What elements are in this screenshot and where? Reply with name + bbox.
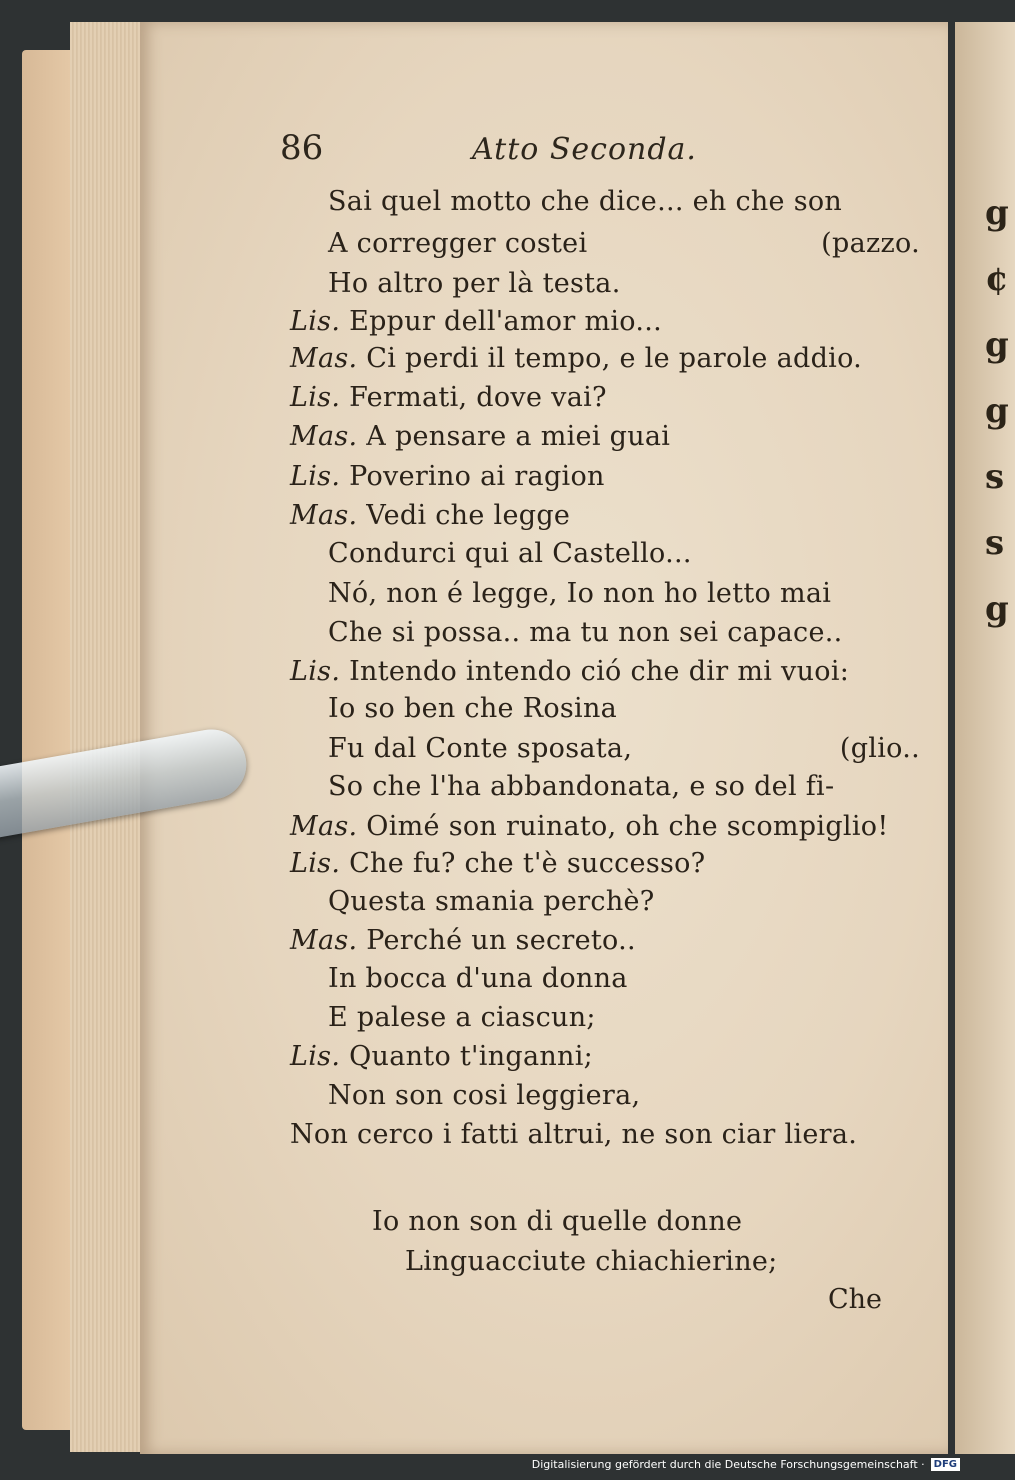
facing-glyph: ¢ — [985, 259, 1009, 299]
facing-glyph: g — [985, 193, 1009, 233]
verse-text: Oimé son ruinato, oh che scompiglio! — [366, 811, 889, 842]
speaker-label: Mas. — [290, 343, 367, 374]
verse-text: So che l'ha abbandonata, e so del fi- — [328, 771, 835, 802]
verse-text: Non cerco i fatti altrui, ne son ciar liera. — [290, 1119, 858, 1150]
turnover-text: (glio.. — [839, 733, 920, 764]
text-line — [328, 617, 843, 648]
verse-text: Non son cosi leggiera, — [328, 1080, 641, 1111]
verse-text: Perché un secreto.. — [366, 925, 636, 956]
footer — [532, 1454, 960, 1474]
turnover-text: (pazzo. — [821, 228, 920, 259]
facing-glyph: g — [985, 589, 1009, 629]
text-line — [328, 963, 628, 994]
verse-text: E palese a ciascun; — [328, 1002, 596, 1033]
text-line — [372, 1206, 742, 1237]
speaker-label: Mas. — [290, 925, 367, 956]
speaker-label: Mas. — [290, 421, 367, 452]
page-number: 86 — [280, 128, 324, 168]
page-header — [280, 128, 920, 172]
verse-text: Eppur dell'amor mio... — [349, 306, 663, 337]
dfg-logo: DFG — [931, 1458, 960, 1471]
verse-text: Fermati, dove vai? — [349, 382, 607, 413]
text-line — [328, 186, 842, 217]
text-line — [290, 382, 607, 413]
verse-text: Quanto t'inganni; — [349, 1041, 594, 1072]
verse-text: Intendo intendo ció che dir mi vuoi: — [349, 656, 850, 687]
speaker-label: Lis. — [290, 1041, 350, 1072]
text-line — [290, 461, 605, 492]
verse-text: Ho altro per là testa. — [328, 268, 621, 299]
verse-text: Che si possa.. ma tu non sei capace.. — [328, 617, 843, 648]
text-line — [290, 656, 849, 687]
facing-glyph: g — [985, 325, 1009, 365]
verse-text: Poverino ai ragion — [349, 461, 605, 492]
speaker-label: Mas. — [290, 811, 367, 842]
facing-page-text — [985, 180, 1009, 642]
text-line — [328, 578, 831, 609]
text-line — [290, 1041, 593, 1072]
running-title: Atto Seconda. — [472, 132, 697, 167]
text-line — [328, 886, 655, 917]
speaker-label: Lis. — [290, 848, 350, 879]
speaker-label: Lis. — [290, 382, 350, 413]
text-line — [290, 421, 670, 452]
text-line — [328, 228, 920, 259]
verse-text: A corregger costei — [328, 228, 588, 259]
verse-text: In bocca d'una donna — [328, 963, 628, 994]
text-line — [290, 848, 705, 879]
verse-text: Ci perdi il tempo, e le parole addio. — [366, 343, 863, 374]
text-line — [328, 771, 834, 802]
text-line — [290, 811, 888, 842]
text-line — [328, 1002, 596, 1033]
facing-glyph: s — [985, 523, 1005, 563]
text-line — [328, 733, 920, 764]
speaker-label: Lis. — [290, 656, 350, 687]
text-line — [328, 693, 617, 724]
speaker-label: Mas. — [290, 500, 367, 531]
text-line — [290, 500, 570, 531]
facing-glyph: s — [985, 457, 1005, 497]
text-line — [290, 925, 636, 956]
verse-text: A pensare a miei guai — [366, 421, 671, 452]
text-line — [328, 538, 692, 569]
text-line — [290, 343, 862, 374]
verse-text: Io so ben che Rosina — [328, 693, 618, 724]
speaker-label: Lis. — [290, 306, 350, 337]
verse-text: Linguacciute chiachierine; — [405, 1246, 778, 1277]
footer-text: Digitalisierung gefördert durch die Deutsche Forschungsgemeinschaft · — [531, 1457, 925, 1471]
verse-text: Sai quel motto che dice... eh che son — [328, 186, 843, 217]
speaker-label: Lis. — [290, 461, 350, 492]
verse-text: Io non son di quelle donne — [372, 1206, 743, 1237]
verse-text: Condurci qui al Castello... — [328, 538, 692, 569]
verse-text: Questa smania perchè? — [328, 886, 655, 917]
text-line — [328, 268, 621, 299]
verse-text: Vedi che legge — [366, 500, 571, 531]
text-line — [290, 306, 662, 337]
text-line — [405, 1246, 778, 1277]
verse-text: Che fu? che t'è successo? — [349, 848, 706, 879]
verse-text: Nó, non é legge, Io non ho letto mai — [328, 578, 832, 609]
verse-text: Fu dal Conte sposata, — [328, 733, 633, 764]
text-line — [290, 1119, 857, 1150]
text-line — [328, 1080, 640, 1111]
facing-glyph: g — [985, 391, 1009, 431]
catchword: Che — [828, 1284, 883, 1315]
